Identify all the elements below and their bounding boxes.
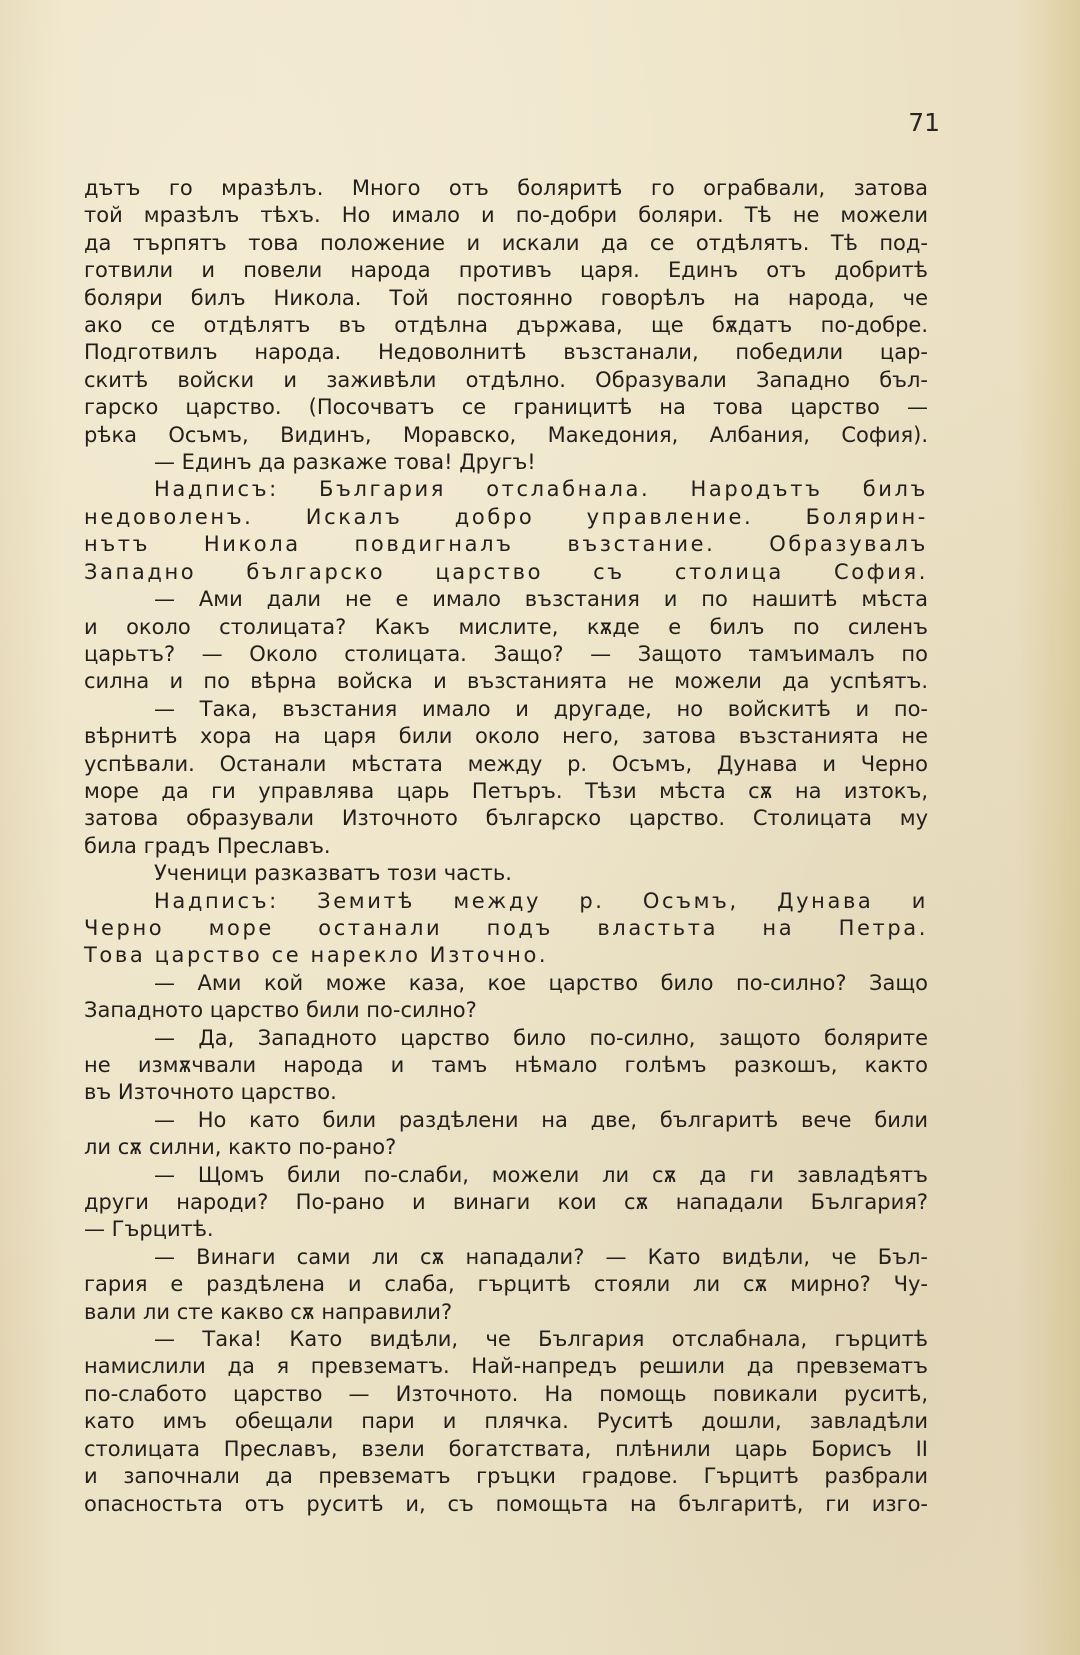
text-line: рѣка Осъмъ, Видинъ, Моравско, Македония, Албания, София). bbox=[84, 422, 928, 447]
text-line: — Винаги сами ли сѫ нападали? — Като видѣли, че Бъл- bbox=[154, 1244, 928, 1269]
text-line: и започнали да превзематъ гръцки градове. Гърцитѣ разбрали bbox=[84, 1464, 928, 1489]
text-line: и около столицата? Какъ мислите, кѫде е билъ по силенъ bbox=[84, 614, 928, 639]
text-line: силна и по вѣрна войска и възстанията не можели да успѣятъ. bbox=[84, 669, 928, 694]
text-line: — Но като били раздѣлени на две, българитѣ вече били bbox=[154, 1107, 928, 1132]
text-line: гария е раздѣлена и слаба, гърцитѣ стояли ли сѫ мирно? Чу- bbox=[84, 1272, 928, 1297]
text-line: да търпятъ това положение и искали да се отдѣлятъ. Тѣ под- bbox=[84, 230, 928, 255]
text-line: по-слабото царство — Източното. На помощь повикали руситѣ, bbox=[84, 1381, 928, 1406]
text-line: опасностьта отъ руситѣ и, съ помощьта на българитѣ, ги изго- bbox=[84, 1491, 928, 1516]
text-line: скитѣ войски и заживѣли отдѣлно. Образували Западно бъл- bbox=[84, 367, 928, 392]
text-line: не измѫчвали народа и тамъ нѣмало голѣмъ разкошъ, както bbox=[84, 1053, 928, 1077]
text-line: — Така, възстания имало и другаде, но войскитѣ и по- bbox=[154, 696, 928, 721]
text-line: столицата Преславъ, взели богатствата, плѣнили царь Борисъ II bbox=[84, 1436, 928, 1461]
text-line: намислили да я превзематъ. Най-напредъ решили да превзематъ bbox=[84, 1354, 928, 1379]
text-line: — Така! Като видѣли, че България отслабнала, гърцитѣ bbox=[154, 1327, 928, 1352]
text-line: готвили и повели народа противъ царя. Единъ отъ добритѣ bbox=[84, 258, 928, 283]
text-line: ако се отдѣлятъ въ отдѣлна държава, ще бѫдатъ по-добре. bbox=[84, 313, 928, 338]
inscription-line: Надписъ: Земитѣ между р. Осъмъ, Дунава и bbox=[154, 888, 928, 913]
text-line: — Ами дали не е имало възстания и по нашитѣ мѣста bbox=[154, 587, 928, 612]
text-line: ли сѫ силни, както по-рано? bbox=[84, 1135, 397, 1160]
text-line: боляри билъ Никола. Той постоянно говорѣлъ на народа, че bbox=[84, 285, 928, 310]
inscription-line: Това царство се нарекло Източно. bbox=[84, 943, 549, 968]
text-line: Западното царство били по-силно? bbox=[84, 998, 477, 1023]
text-line: царьтъ? — Около столицата. Защо? — Защото тамъималъ по bbox=[84, 641, 928, 666]
text-line: — Гърцитѣ. bbox=[84, 1217, 214, 1242]
text-line: — Да, Западното царство било по-силно, защото болярите bbox=[154, 1025, 928, 1050]
text-line: вѣрнитѣ хора на царя били около него, затова възстанията не bbox=[84, 724, 928, 749]
page-number: 71 bbox=[908, 108, 940, 137]
text-line: дътъ го мразѣлъ. Много отъ боляритѣ го ограбвали, затова bbox=[84, 176, 928, 200]
text-line: Подготвилъ народа. Недоволнитѣ възстанали, победили цар- bbox=[84, 340, 928, 365]
text-line: била градъ Преславъ. bbox=[84, 833, 331, 858]
text-line: — Единъ да разкаже това! Другъ! bbox=[154, 450, 536, 475]
body-text bbox=[84, 175, 928, 1518]
inscription-line: Западно българско царство съ столица София. bbox=[84, 559, 928, 584]
inscription-line: Черно море останали подъ властьта на Петра. bbox=[84, 915, 928, 940]
text-line: въ Източното царство. bbox=[84, 1080, 337, 1105]
text-line: Ученици разказватъ този часть. bbox=[154, 861, 512, 886]
text-line: като имъ обещали пари и плячка. Руситѣ дошли, завладѣли bbox=[84, 1409, 928, 1434]
text-line: вали ли сте какво сѫ направили? bbox=[84, 1299, 453, 1324]
text-line: гарско царство. (Посочватъ се границитѣ на това царство — bbox=[84, 395, 928, 420]
text-line: други народи? По-рано и винаги кои сѫ нападали България? bbox=[84, 1190, 928, 1215]
text-line: успѣвали. Останали мѣстата между р. Осъмъ, Дунава и Черно bbox=[84, 751, 928, 776]
inscription-line: Надписъ: България отслабнала. Народътъ билъ bbox=[154, 477, 928, 502]
text-line: — Щомъ били по-слаби, можели ли сѫ да ги завладѣятъ bbox=[154, 1162, 928, 1187]
text-line: той мразѣлъ тѣхъ. Но имало и по-добри боляри. Тѣ не можели bbox=[84, 203, 928, 228]
text-line: — Ами кой може каза, кое царство било по-силно? Защо bbox=[154, 970, 928, 995]
inscription-line: нътъ Никола повдигналъ възстание. Образувалъ bbox=[84, 532, 928, 557]
text-line: море да ги управлява царь Петъръ. Тѣзи мѣста сѫ на изтокъ, bbox=[84, 778, 928, 803]
text-line: затова образували Източното българско царство. Столицата му bbox=[84, 806, 928, 831]
inscription-line: недоволенъ. Искалъ добро управление. Болярин- bbox=[84, 504, 928, 529]
